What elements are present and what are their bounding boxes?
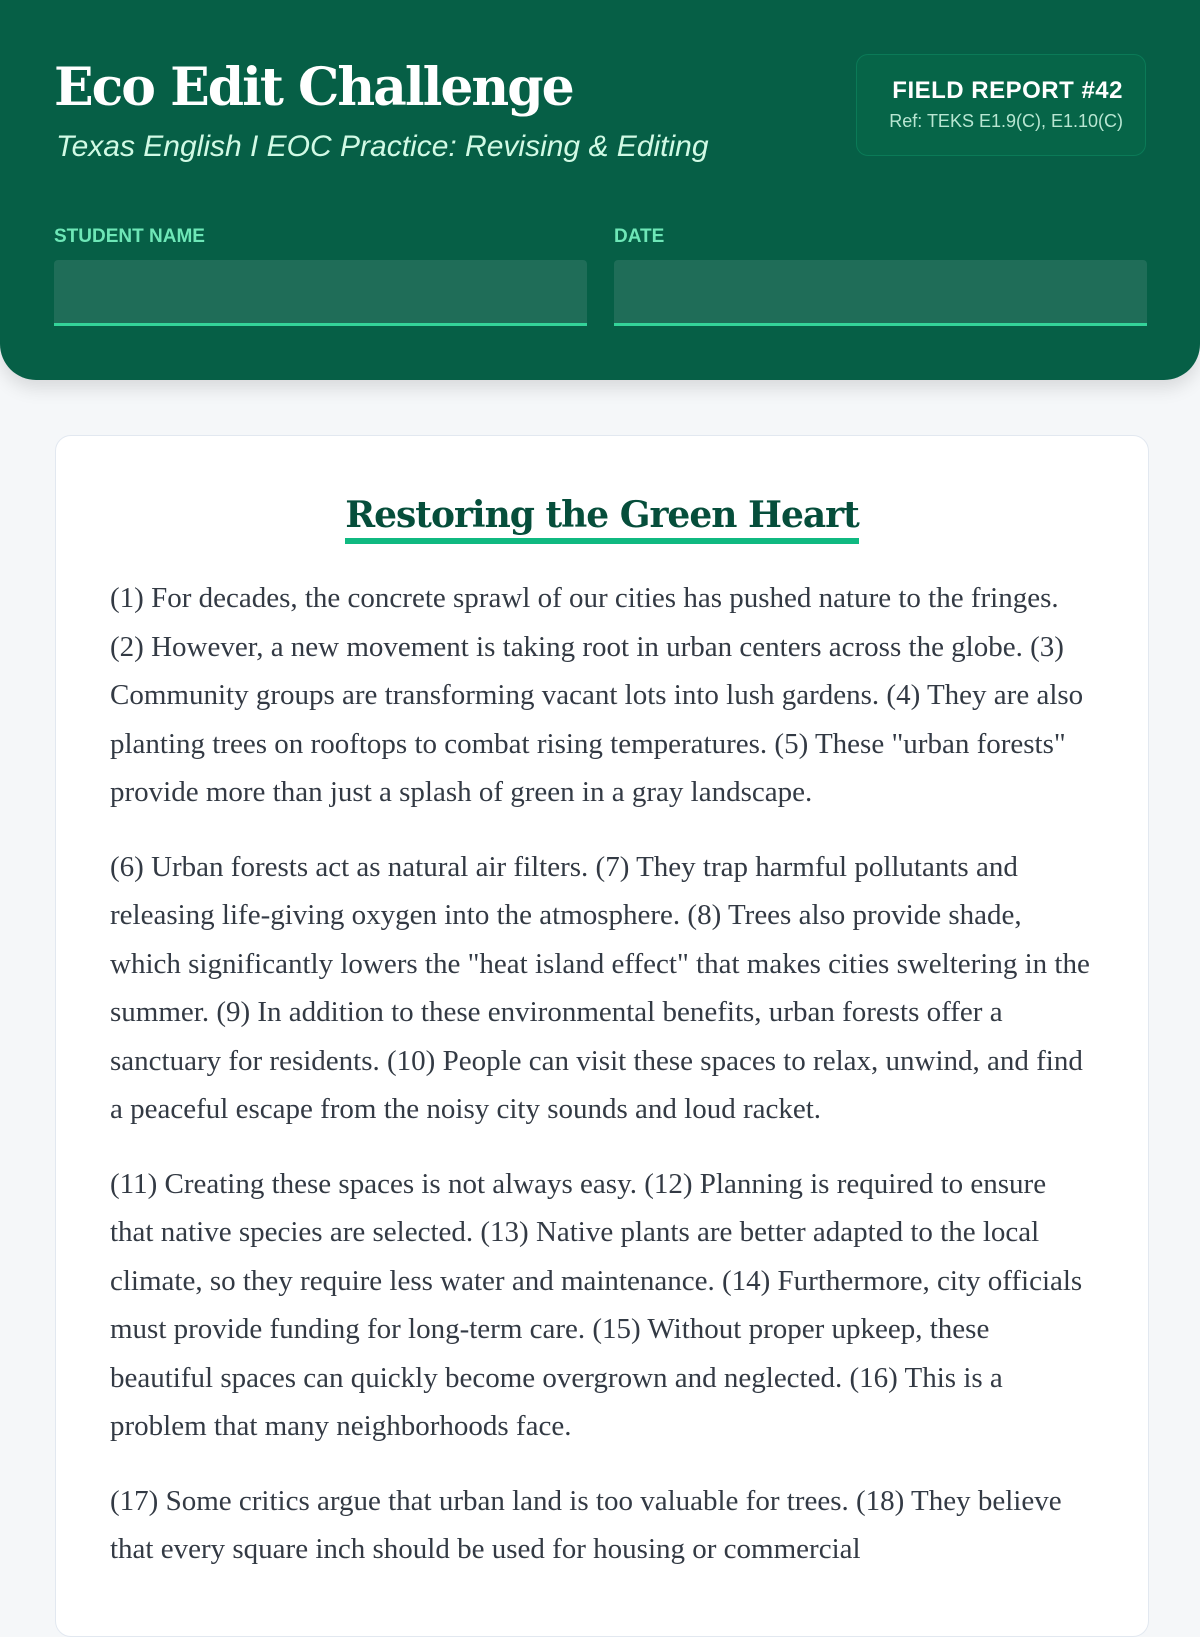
badge-ref: Ref: TEKS E1.9(C), E1.10(C): [889, 111, 1123, 131]
paragraph: (17) Some critics argue that urban land is too valuable for trees. (18) They believe that every square inch should be used for housing or commercial: [110, 1484, 1062, 1565]
field-report-badge: [856, 54, 1146, 156]
student-name-field: [54, 226, 587, 326]
passage-title-text: Restoring the Green Heart: [345, 494, 859, 544]
page-subtitle: Texas English I EOC Practice: Revising & Editing: [56, 130, 709, 163]
date-input[interactable]: [614, 260, 1147, 326]
header: [0, 0, 1200, 380]
paragraph: (1) For decades, the concrete sprawl of our cities has pushed nature to the fringes. (2) However, a new movement is taking root in urban centers across the globe. (3) Community groups are transforming vacant lots into lush gardens. (4) They are also planting trees on rooftops to combat rising temperatures. (5) These "urban forests" provide more than just a splash of green in a gray landscape.: [110, 582, 1084, 808]
badge-title: FIELD REPORT #42: [892, 77, 1123, 104]
date-label: DATE: [614, 226, 665, 247]
paragraph: (11) Creating these spaces is not always easy. (12) Planning is required to ensure that native species are selected. (13) Native plants are better adapted to the local climate, so they require less water and maintenance. (14) Furthermore, city officials must provide funding for long-term care. (15) Without proper upkeep, these beautiful spaces can quickly become overgrown and neglected. (16) This is a problem that many neighborhoods face.: [110, 1167, 1083, 1442]
page-title: Eco Edit Challenge: [54, 57, 573, 118]
student-name-input[interactable]: [54, 260, 587, 326]
paragraph: (6) Urban forests act as natural air filters. (7) They trap harmful pollutants and releasing life-giving oxygen into the atmosphere. (8) Trees also provide shade, which significantly lowers the "heat island effect" that makes cities sweltering in the summer. (9) In addition to these environmental benefits, urban forests offer a sanctuary for residents. (10) People can visit these spaces to relax, unwind, and find a peaceful escape from the noisy city sounds and loud racket.: [110, 850, 1090, 1125]
date-field: [614, 226, 1147, 326]
passage-title: [56, 494, 1148, 536]
passage-card: [55, 435, 1149, 1637]
student-name-label: STUDENT NAME: [54, 226, 205, 247]
